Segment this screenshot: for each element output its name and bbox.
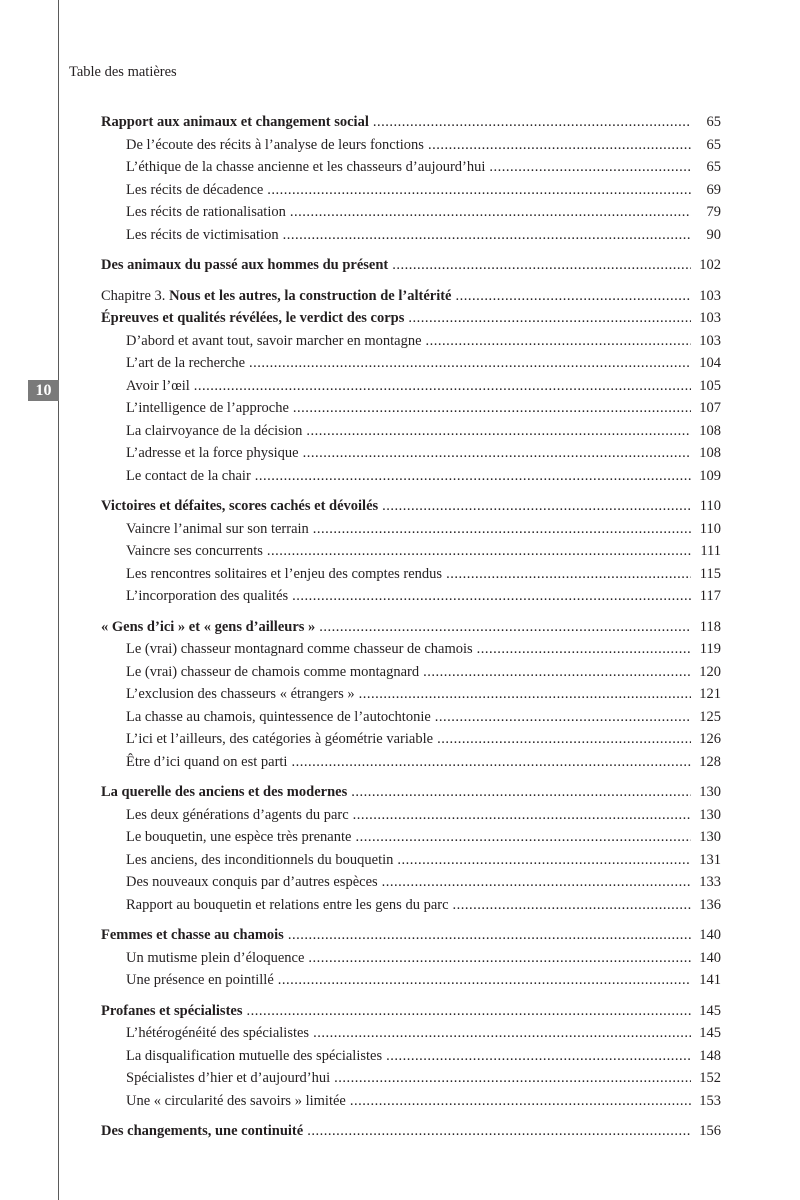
page-number: 110 [699,520,721,537]
toc-subsection-entry[interactable] [101,709,721,732]
dot-leader [290,204,691,221]
section-title: Des animaux du passé aux hommes du présent [101,257,389,273]
toc-subsection-entry[interactable] [101,159,721,182]
toc-section-entry[interactable] [101,257,721,280]
toc-subsection-entry[interactable] [101,754,721,777]
toc-subsection-entry[interactable] [101,1070,721,1093]
group-spacer [101,249,721,257]
section-title: Profanes et spécialistes [101,1002,243,1019]
page-number: 131 [699,851,721,868]
toc-subsection-entry[interactable] [101,686,721,709]
page-number: 120 [699,663,721,680]
dot-leader [278,972,691,989]
dot-leader [426,333,691,350]
chapter-title [101,288,452,305]
toc-subsection-entry[interactable] [101,521,721,544]
dot-leader [446,566,691,583]
page-number: 90 [706,226,721,243]
toc-subsection-entry[interactable] [101,641,721,664]
group-spacer [101,1115,721,1123]
dot-leader [351,784,691,801]
dot-leader [397,852,691,869]
page-number: 136 [699,896,721,913]
toc-subsection-entry[interactable] [101,1093,721,1116]
page-number: 140 [699,949,721,966]
page-number: 65 [706,114,721,130]
page-number: 118 [699,618,721,635]
subsection-title: D’abord et avant tout, savoir marcher en montagne [126,332,422,349]
subsection-title: Les récits de décadence [126,181,264,198]
group-spacer [101,490,721,498]
page-number: 65 [706,159,721,175]
subsection-title: L’incorporation des qualités [126,588,289,604]
subsection-title: Rapport au bouquetin et relations entre les gens du parc [126,896,449,913]
dot-leader [437,731,691,748]
subsection-title: L’art de la recherche [126,355,246,371]
dot-leader [308,950,691,967]
dot-leader [246,1003,691,1020]
dot-leader [382,498,691,515]
page-number: 140 [699,927,721,943]
page-number: 152 [699,1070,721,1086]
margin-rule [58,0,59,1200]
dot-leader [303,445,691,462]
dot-leader [453,897,691,914]
group-spacer [101,995,721,1003]
dot-leader [477,641,691,658]
toc-subsection-entry[interactable] [101,807,721,830]
toc-subsection-entry[interactable] [101,852,721,875]
toc-subsection-entry[interactable] [101,950,721,973]
toc-subsection-entry[interactable] [101,588,721,611]
section-title: « Gens d’ici » et « gens d’ailleurs » [101,618,316,635]
page-number: 145 [699,1025,721,1041]
toc-section-entry[interactable] [101,1003,721,1026]
toc-section-entry[interactable] [101,927,721,950]
subsection-title: Un mutisme plein d’éloquence [126,949,305,966]
subsection-title: L’éthique de la chasse ancienne et les chasseurs d’aujourd’hui [126,159,486,175]
dot-leader [355,829,691,846]
subsection-title: Le (vrai) chasseur montagnard comme chasseur de chamois [126,641,473,657]
dot-leader [353,807,691,824]
chapter-name: Nous et les autres, la construction de l’altérité [169,287,452,304]
page-number: 141 [699,972,721,988]
toc-subsection-entry[interactable] [101,468,721,491]
dot-leader [291,754,691,771]
toc-subsection-entry[interactable] [101,445,721,468]
section-title: Des changements, une continuité [101,1123,304,1139]
page-number: 130 [699,784,721,800]
toc-section-entry[interactable] [101,114,721,137]
toc-section-entry[interactable] [101,498,721,521]
dot-leader [292,588,691,605]
subsection-title: Le contact de la chair [126,467,251,484]
subsection-title: Les récits de rationalisation [126,204,286,220]
page-number: 110 [699,498,721,514]
toc-subsection-entry[interactable] [101,829,721,852]
group-spacer [101,280,721,288]
page-number: 128 [699,753,721,770]
subsection-title: Une « circularité des savoirs » limitée [126,1092,346,1109]
dot-leader [392,257,691,274]
dot-leader [307,1123,691,1140]
toc-section-entry[interactable] [101,1123,721,1146]
page-number: 119 [699,641,721,657]
dot-leader [373,114,691,131]
toc-section-entry[interactable] [101,784,721,807]
dot-leader [435,709,691,726]
subsection-title: La clairvoyance de la décision [126,422,303,439]
toc-chapter-entry[interactable] [101,288,721,311]
page-number: 133 [699,874,721,890]
toc-subsection-entry[interactable] [101,897,721,920]
page-number: 65 [706,136,721,153]
page-number: 126 [699,731,721,747]
section-title: Épreuves et qualités révélées, le verdict des corps [101,310,405,326]
dot-leader [456,288,692,305]
toc-subsection-entry[interactable] [101,355,721,378]
dot-leader [359,686,691,703]
dot-leader [267,543,691,560]
page-number: 108 [699,445,721,461]
dot-leader [306,423,691,440]
section-title: La querelle des anciens et des modernes [101,784,348,800]
toc-subsection-entry[interactable] [101,137,721,160]
page-number: 105 [699,377,721,394]
toc-subsection-entry[interactable] [101,423,721,446]
subsection-title: De l’écoute des récits à l’analyse de leurs fonctions [126,136,424,153]
subsection-title: L’ici et l’ailleurs, des catégories à géométrie variable [126,731,434,747]
toc-subsection-entry[interactable] [101,204,721,227]
dot-leader [313,521,691,538]
page-number: 104 [699,355,721,371]
subsection-title: Une présence en pointillé [126,972,274,988]
group-spacer [101,776,721,784]
page-number: 121 [699,686,721,702]
section-title: Rapport aux animaux et changement social [101,114,369,130]
subsection-title: Avoir l’œil [126,377,190,394]
page-number: 103 [699,332,721,349]
subsection-title: L’exclusion des chasseurs « étrangers » [126,686,355,702]
dot-leader [428,137,691,154]
toc-subsection-entry[interactable] [101,664,721,687]
page-number: 117 [699,588,721,604]
dot-leader [313,1025,691,1042]
dot-leader [408,310,691,327]
page-number: 148 [699,1047,721,1064]
group-spacer [101,611,721,619]
running-head: Table des matières [69,64,177,80]
toc-subsection-entry[interactable] [101,972,721,995]
group-spacer [101,919,721,927]
subsection-title: L’intelligence de l’approche [126,400,289,416]
subsection-title: Le (vrai) chasseur de chamois comme montagnard [126,663,420,680]
toc-subsection-entry[interactable] [101,227,721,250]
dot-leader [319,619,691,636]
toc-subsection-entry[interactable] [101,1025,721,1048]
toc-subsection-entry[interactable] [101,378,721,401]
page-number: 130 [699,806,721,823]
toc-subsection-entry[interactable] [101,874,721,897]
toc-section-entry[interactable] [101,619,721,642]
page-number: 109 [699,467,721,484]
page-number: 69 [706,181,721,198]
toc-subsection-entry[interactable] [101,333,721,356]
page-number: 156 [699,1123,721,1139]
dot-leader [423,664,691,681]
dot-leader [293,400,691,417]
subsection-title: Le bouquetin, une espèce très prenante [126,829,352,845]
toc-subsection-entry[interactable] [101,182,721,205]
subsection-title: L’hétérogénéité des spécialistes [126,1025,310,1041]
section-title: Femmes et chasse au chamois [101,927,284,943]
folio-tab: 10 [28,380,59,401]
subsection-title: L’adresse et la force physique [126,445,299,461]
dot-leader [334,1070,691,1087]
page-number: 115 [699,565,721,582]
dot-leader [489,159,691,176]
chapter-label: Chapitre 3. [101,287,166,304]
toc-subsection-entry[interactable] [101,543,721,566]
subsection-title: Des nouveaux conquis par d’autres espèces [126,874,378,890]
dot-leader [249,355,691,372]
toc-subsection-entry[interactable] [101,731,721,754]
toc-subsection-entry[interactable] [101,1048,721,1071]
page-number: 103 [699,310,721,326]
subsection-title: Les rencontres solitaires et l’enjeu des comptes rendus [126,565,443,582]
page-number: 145 [699,1002,721,1019]
dot-leader [350,1093,691,1110]
toc-section-entry[interactable] [101,310,721,333]
dot-leader [288,927,691,944]
subsection-title: Les anciens, des inconditionnels du bouquetin [126,851,394,868]
page-number: 79 [706,204,721,220]
toc-subsection-entry[interactable] [101,400,721,423]
subsection-title: Spécialistes d’hier et d’aujourd’hui [126,1070,331,1086]
dot-leader [267,182,691,199]
dot-leader [255,468,691,485]
page-number: 108 [699,422,721,439]
table-of-contents [101,114,721,1146]
subsection-title: Vaincre ses concurrents [126,543,263,559]
subsection-title: Les récits de victimisation [126,226,279,243]
dot-leader [194,378,691,395]
page-number: 130 [699,829,721,845]
page-number: 111 [700,543,721,559]
dot-leader [283,227,691,244]
subsection-title: Vaincre l’animal sur son terrain [126,520,309,537]
page-number: 103 [699,287,721,304]
page-number: 153 [699,1092,721,1109]
subsection-title: Être d’ici quand on est parti [126,753,288,770]
dot-leader [382,874,691,891]
subsection-title: La chasse au chamois, quintessence de l’autochtonie [126,708,431,725]
page-number: 102 [699,257,721,273]
subsection-title: Les deux générations d’agents du parc [126,806,349,823]
dot-leader [386,1048,691,1065]
page-number: 125 [699,708,721,725]
toc-subsection-entry[interactable] [101,566,721,589]
page-number: 107 [699,400,721,416]
subsection-title: La disqualification mutuelle des spécialistes [126,1047,383,1064]
section-title: Victoires et défaites, scores cachés et dévoilés [101,498,379,514]
